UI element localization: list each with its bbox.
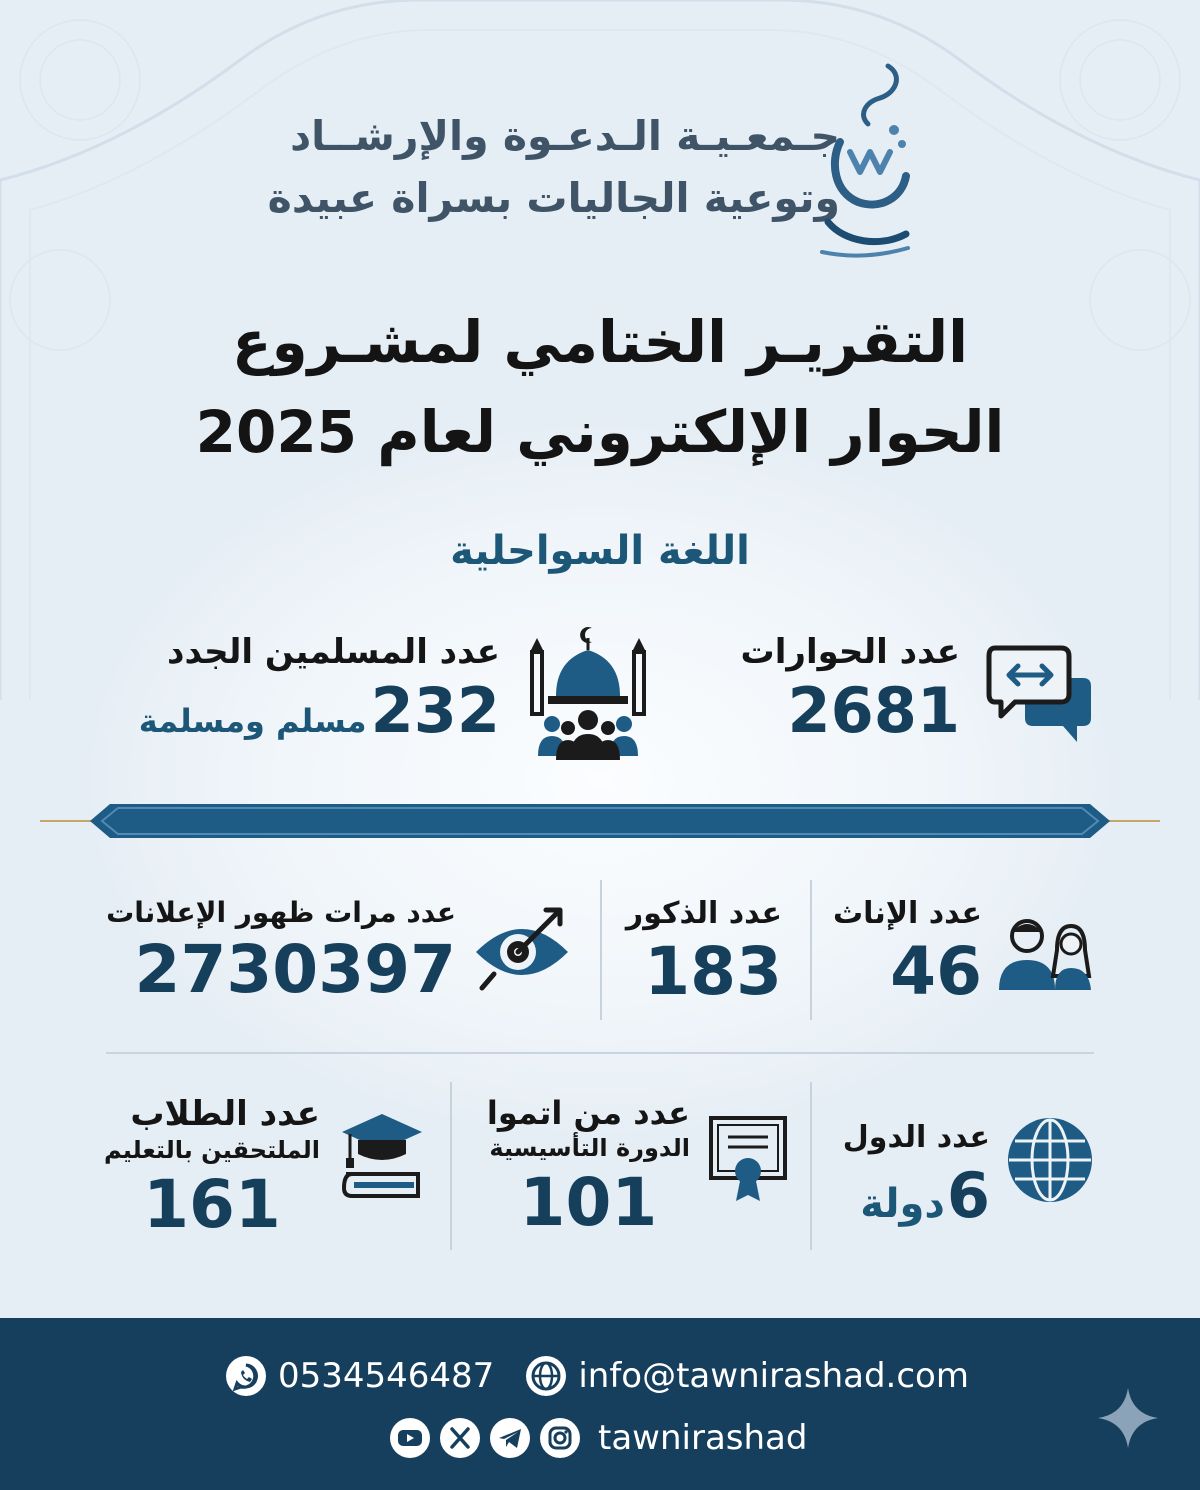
certificate-icon: [708, 1115, 788, 1203]
ad-impressions-value: 2730397: [134, 931, 456, 1008]
eye-target-icon: [472, 902, 572, 996]
chat-exchange-icon: [985, 642, 1097, 746]
footer-social-row: [390, 1418, 807, 1458]
man-woman-icon: [995, 910, 1095, 992]
course-completed-label: عدد من اتموا: [486, 1094, 690, 1132]
stat-students: [104, 1094, 320, 1243]
ornamental-divider: [40, 796, 1160, 846]
males-value: 183: [644, 933, 782, 1010]
organization-header: [267, 50, 840, 270]
whatsapp-icon[interactable]: [226, 1356, 266, 1396]
telegram-icon[interactable]: [490, 1418, 530, 1458]
stat-course-completed: [487, 1094, 690, 1241]
contact-footer: [0, 1318, 1200, 1490]
sparkle-icon: [1096, 1386, 1160, 1450]
x-icon[interactable]: [440, 1418, 480, 1458]
row2-divider-right: [810, 880, 812, 1020]
email-address[interactable]: info@tawnirashad.com: [578, 1356, 969, 1396]
new-muslims-value: 232: [370, 674, 500, 747]
org-name-line2: وتوعية الجاليات بسراة عبيدة: [267, 174, 840, 222]
phone-number[interactable]: 0534546487: [278, 1356, 495, 1396]
instagram-icon[interactable]: [540, 1418, 580, 1458]
students-label: عدد الطلاب: [130, 1094, 320, 1134]
stat-ad-impressions: [106, 896, 456, 1008]
row3-divider-right: [810, 1082, 812, 1250]
countries-label: عدد الدول: [842, 1120, 990, 1155]
mosque-people-icon: [522, 624, 654, 764]
new-muslims-unit: مسلم ومسلمة: [138, 702, 367, 740]
stat-females: [833, 896, 982, 1010]
stat-dialogues: [741, 632, 960, 747]
web-icon[interactable]: [526, 1356, 566, 1396]
countries-value: 6: [946, 1159, 990, 1232]
row2-divider-left: [600, 880, 602, 1020]
students-sub: الملتحقين بالتعليم: [103, 1136, 320, 1164]
language-subtitle: اللغة السواحلية: [450, 528, 750, 574]
org-name-line1: جـمعـيـة الـدعـوة والإرشــاد: [290, 112, 840, 160]
stat-countries: [843, 1120, 990, 1232]
calligraphy-logo: [810, 52, 920, 262]
title-line1: التقريـر الختامي لمشـروع: [232, 308, 968, 376]
countries-unit: دولة: [860, 1181, 945, 1227]
course-completed-sub: الدورة التأسيسية: [489, 1134, 690, 1162]
footer-contact-row: [226, 1356, 969, 1396]
females-value: 46: [890, 933, 982, 1010]
row3-divider-left: [450, 1082, 452, 1250]
course-completed-value: 101: [519, 1164, 658, 1241]
new-muslims-label: عدد المسلمين الجدد: [167, 632, 500, 672]
stat-new-muslims: [139, 632, 500, 747]
row-separator: [106, 1052, 1094, 1054]
dialogues-label: عدد الحوارات: [740, 632, 960, 672]
title-line2: الحوار الإلكتروني لعام 2025: [195, 398, 1005, 466]
report-title: [100, 305, 1100, 469]
dialogues-value: 2681: [787, 674, 960, 747]
females-label: عدد الإناث: [833, 896, 982, 931]
stat-males: [626, 896, 782, 1010]
graduation-cap-icon: [340, 1110, 424, 1200]
ad-impressions-label: عدد مرات ظهور الإعلانات: [106, 896, 456, 929]
students-value: 161: [143, 1166, 281, 1243]
globe-icon: [1005, 1115, 1095, 1205]
males-label: عدد الذكور: [625, 896, 782, 931]
social-handle[interactable]: tawnirashad: [598, 1418, 808, 1458]
youtube-icon[interactable]: [390, 1418, 430, 1458]
